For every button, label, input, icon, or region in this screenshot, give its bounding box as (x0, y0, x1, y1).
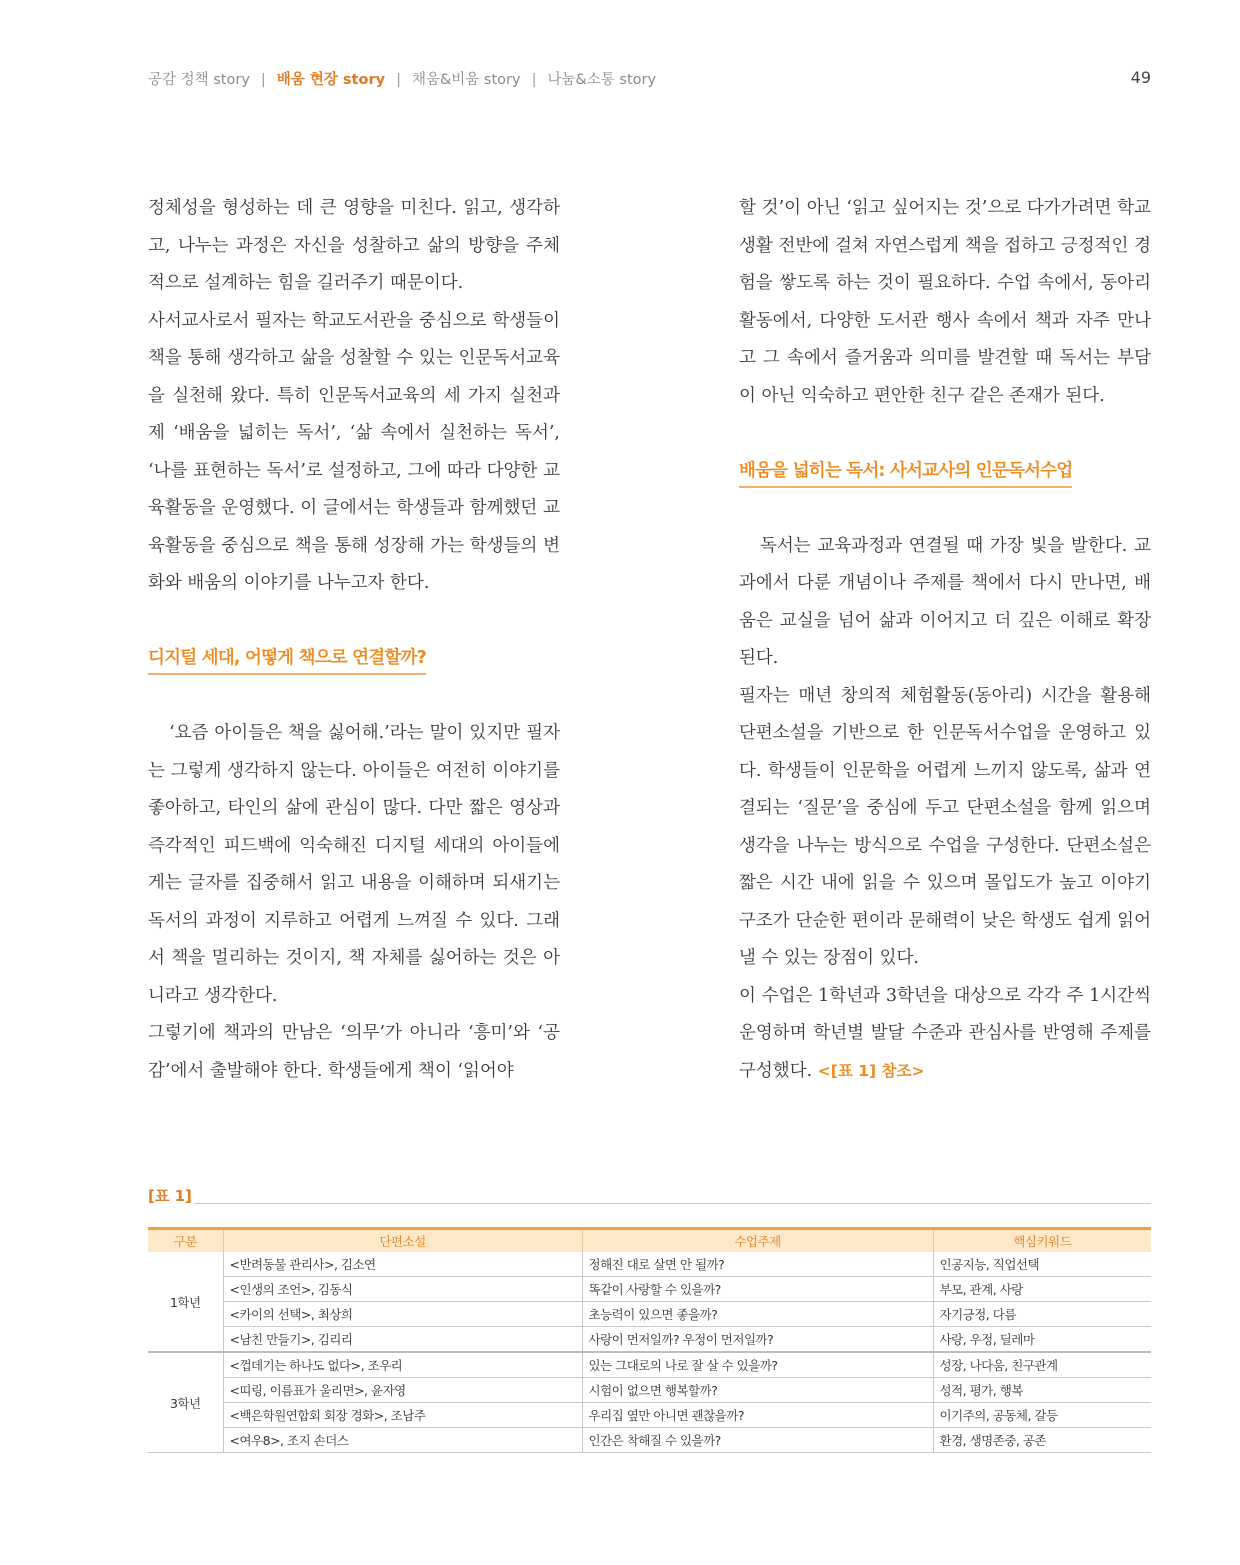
table-cell: 정해진 대로 살면 안 될까? (582, 1252, 933, 1277)
table-cell: <남친 만들기>, 김리리 (223, 1327, 582, 1353)
table-cell: 사랑, 우정, 딜레마 (933, 1327, 1151, 1353)
paragraph: 정체성을 형성하는 데 큰 영향을 미친다. 읽고, 생각하고, 나누는 과정은 자신을 성찰하고 삶의 방향을 주체적으로 설계하는 힘을 길러주기 때문이다. (148, 198, 560, 293)
grade-cell: 1학년 (148, 1252, 223, 1352)
divider (194, 1203, 1151, 1204)
table-row (148, 1403, 1151, 1428)
paragraph: 할 것’이 아닌 ‘읽고 싶어지는 것’으로 다가가려면 학교생활 전반에 걸쳐 자연스럽게 책을 접하고 긍정적인 경험을 쌓도록 하는 것이 필요하다. 수업 속에서, 동아리 활동에서, 다양한 도서관 행사 속에서 책과 자주 만나고 그 속에서 즐거움과 의미를 발견할 때 독서는 부담이 아닌 익숙하고 편안한 친구 같은 존재가 된다. (739, 198, 1151, 406)
paragraph: ‘요즘 아이들은 책을 싫어해.’라는 말이 있지만 필자는 그렇게 생각하지 않는다. 아이들은 여전히 이야기를 좋아하고, 타인의 삶에 관심이 많다. 다만 짧은 영상과 즉각적인 피드백에 익숙해진 디지털 세대의 아이들에게는 글자를 집중해서 읽고 내용을 이해하며 되새기는 독서의 과정이 지루하고 어렵게 느껴질 수 있다. 그래서 책을 멀리하는 것이지, 책 자체를 싫어하는 것은 아니라고 생각한다. (148, 723, 560, 1006)
table-cell: <백은학원연합회 회장 경화>, 조남주 (223, 1403, 582, 1428)
table-cell: <띠링, 이름표가 울리면>, 윤자영 (223, 1378, 582, 1403)
table-row (148, 1352, 1151, 1378)
section-heading-wrap (148, 640, 560, 715)
paragraph: 독서는 교육과정과 연결될 때 가장 빛을 발한다. 교과에서 다룬 개념이나 주제를 책에서 다시 만나면, 배움은 교실을 넘어 삶과 이어지고 더 깊은 이해로 확장된다. (739, 535, 1151, 668)
grade-cell: 3학년 (148, 1352, 223, 1453)
table-cell: <반려동물 관리사>, 김소연 (223, 1252, 582, 1277)
table-cell: 초능력이 있으면 좋을까? (582, 1302, 933, 1327)
section-heading: 디지털 세대, 어떻게 책으로 연결할까? (148, 643, 426, 675)
nav-separator: | (531, 72, 537, 88)
table-cell: 성장, 나다움, 친구관계 (933, 1352, 1151, 1378)
section-nav (148, 68, 656, 89)
table-cell: 똑같이 사랑할 수 있을까? (582, 1277, 933, 1302)
table-row (148, 1277, 1151, 1302)
table-cell: <카이의 선택>, 최상희 (223, 1302, 582, 1327)
table-cell: 인간은 착해질 수 있을까? (582, 1428, 933, 1453)
table-cell: 시험이 없으면 행복할까? (582, 1378, 933, 1403)
table-row (148, 1252, 1151, 1277)
page-number: 49 (1130, 68, 1151, 87)
table-cell: 자기긍정, 다름 (933, 1302, 1151, 1327)
nav-item-learning-active: 배움 현장 story (276, 72, 386, 88)
paragraph: 사서교사로서 필자는 학교도서관을 중심으로 학생들이 책을 통해 생각하고 삶을 성찰할 수 있는 인문독서교육을 실천해 왔다. 특히 인문독서교육의 세 가지 실천과제 ‘배움을 넓히는 독서’, ‘삶 속에서 실천하는 독서’, ‘나를 표현하는 독서’로 설정하고, 그에 따라 다양한 교육활동을 운영했다. 이 글에서는 학생들과 함께했던 교육활동을 중심으로 책을 통해 성장해 가는 학생들의 변화와 배움의 이야기를 나누고자 한다. (148, 310, 560, 593)
paragraph-text: 이 수업은 1학년과 3학년을 대상으로 각각 주 1시간씩 운영하며 학년별 발달 수준과 관심사를 반영해 주제를 구성했다. (739, 985, 1151, 1081)
curriculum-table (148, 1227, 1151, 1453)
table-row (148, 1428, 1151, 1453)
table-cell: 부모, 관계, 사랑 (933, 1277, 1151, 1302)
right-column (739, 190, 1151, 1090)
table-label: [표 1] (148, 1187, 192, 1205)
table-cell: <여우8>, 조지 손더스 (223, 1428, 582, 1453)
table-header-row (148, 1229, 1151, 1253)
table-cell: 인공지능, 직업선택 (933, 1252, 1151, 1277)
spacer (148, 603, 560, 641)
table-cell: 이기주의, 공동체, 갈등 (933, 1403, 1151, 1428)
left-column (148, 190, 560, 1090)
table-row (148, 1302, 1151, 1327)
table-cell: 환경, 생명존중, 공존 (933, 1428, 1151, 1453)
paragraph (739, 978, 1151, 1091)
spacer (739, 415, 1151, 453)
table-cell: 있는 그대로의 나로 잘 살 수 있을까? (582, 1352, 933, 1378)
paragraph: 필자는 매년 창의적 체험활동(동아리) 시간을 활용해 단편소설을 기반으로 한 인문독서수업을 운영하고 있다. 학생들이 인문학을 어렵게 느끼지 않도록, 삶과 연결되는 ‘질문’을 중심에 두고 단편소설을 함께 읽으며 생각을 나누는 방식으로 수업을 구성한다. 단편소설은 짧은 시간 내에 읽을 수 있으며 몰입도가 높고 이야기 구조가 단순한 편이라 문해력이 낮은 학생도 쉽게 읽어 낼 수 있는 장점이 있다. (739, 685, 1151, 968)
nav-separator: | (260, 72, 266, 88)
table-row (148, 1378, 1151, 1403)
column-header: 수업주제 (582, 1229, 933, 1253)
table-cell: 우리집 옆만 아니면 괜찮을까? (582, 1403, 933, 1428)
table-cell: 성적, 평가, 행복 (933, 1378, 1151, 1403)
nav-item-fill-empty: 채움&비움 story (411, 72, 521, 88)
paragraph: 그렇기에 책과의 만남은 ‘의무’가 아니라 ‘흥미’와 ‘공감’에서 출발해야 한다. 학생들에게 책이 ‘읽어야 (148, 1023, 560, 1081)
column-header: 단편소설 (223, 1229, 582, 1253)
page-header (148, 68, 1151, 92)
table-caption (148, 1185, 1151, 1207)
column-header: 핵심키워드 (933, 1229, 1151, 1253)
nav-separator: | (396, 72, 401, 88)
nav-item-policy: 공감 정책 story (148, 72, 250, 88)
table-cell: 사랑이 먼저일까? 우정이 먼저일까? (582, 1327, 933, 1353)
column-header: 구분 (148, 1229, 223, 1253)
table-reference: <[표 1] 참조> (817, 1061, 925, 1080)
table-row (148, 1327, 1151, 1353)
section-heading-wrap (739, 453, 1151, 528)
nav-item-share: 나눔&소통 story (547, 72, 657, 88)
table-cell: <인생의 조언>, 김동식 (223, 1277, 582, 1302)
table-cell: <껍데기는 하나도 없다>, 조우리 (223, 1352, 582, 1378)
section-heading: 배움을 넓히는 독서: 사서교사의 인문독서수업 (739, 456, 1072, 488)
